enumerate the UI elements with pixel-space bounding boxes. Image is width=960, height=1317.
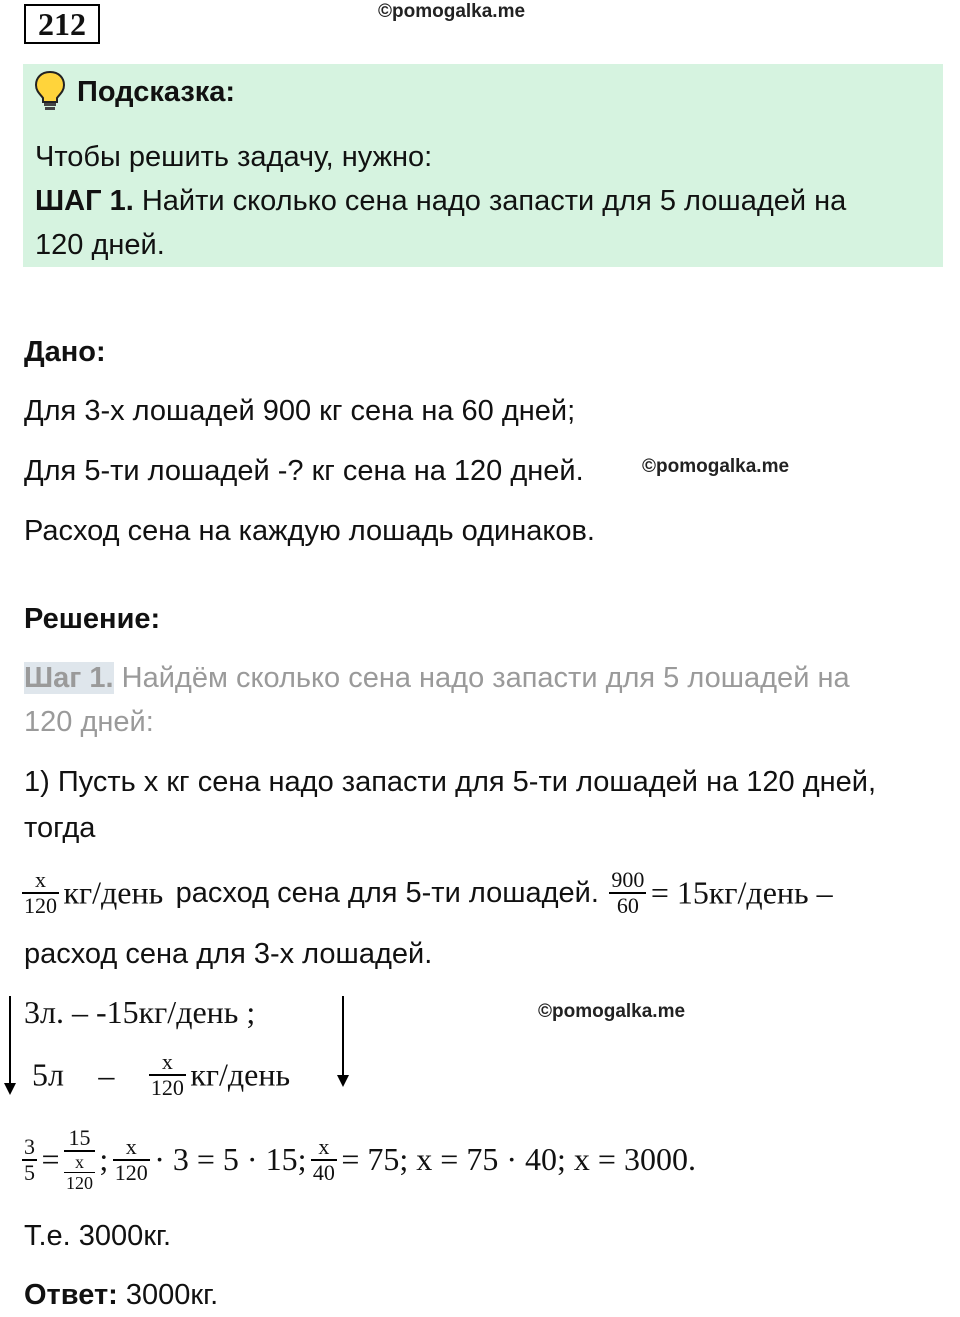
fraction-3-5: $\frac{3}{5}$ [24,1133,35,1185]
proportion-row-2: 5л – $\frac{x}{120}$ кг/день [32,1049,291,1100]
fraction-x-40: $\frac{x}{40}$ [312,1133,335,1185]
proportion-right-arrow [342,996,344,1076]
hint-step-label: ШАГ 1. [35,185,134,217]
given-title: Дано: [24,336,106,368]
equation-line: $\frac{3}{5}$ = $\frac{15}{\frac{x}{120}}$ ; $\frac{x}{120}$ · 3 = 5 · 15; $\frac{x}{40}$ = 75; x = 75 · 40; x = 3000. [24,1125,696,1193]
watermark-top: ©pomogalka.me [378,1,526,22]
hint-step-text-2: 120 дней. [35,229,165,261]
solution-title: Решение: [24,603,161,635]
hint-step-text: Найти сколько сена надо запасти для 5 лошадей на [141,185,847,217]
given-line-2: Для 5-ти лошадей -? кг сена на 120 дней. [24,455,584,487]
solution-step-label: Шаг 1. [24,662,114,694]
fraction-x-120-eq: $\frac{x}{120}$ [114,1133,148,1185]
arrow-down-icon [3,1082,17,1096]
watermark-bottom: ©pomogalka.me [538,1001,686,1022]
hint-title: Подсказка: [77,76,236,108]
result-line: Т.е. 3000кг. [24,1220,172,1252]
proportion-row-1: 3л. – -15кг/день ; [24,994,256,1030]
fraction-x-120-row2: $\frac{x}{120}$ [150,1049,184,1100]
arrow-down-icon [336,1074,350,1088]
answer-line [24,1273,218,1317]
proportion-left-arrow [9,996,11,1086]
watermark-mid: ©pomogalka.me [642,456,790,477]
fraction-15-over-x-120: $\frac{15}{\frac{x}{120}}$ [65,1125,93,1193]
fraction-900-60: $\frac{900}{60}$ [611,867,645,918]
fraction-x-120: $\frac{x}{120}$ [24,867,57,918]
lightbulb-icon [33,70,67,112]
given-line-3: Расход сена на каждую лошадь одинаков. [24,515,595,547]
rate-unit: кг/день [63,874,164,911]
rate-line [22,868,833,918]
given-line-1: Для 3-х лошадей 900 кг сена на 60 дней; [24,395,576,427]
rate-result: = 15кг/день – [650,874,833,911]
answer-label: Ответ: [24,1279,118,1311]
task-number: 212 [24,4,100,44]
answer-value: 3000кг. [125,1279,219,1311]
hint-line: Чтобы решить задачу, нужно: [35,141,433,173]
paragraph-1-line-2: тогда [24,812,96,844]
paragraph-1-line-1: 1) Пусть х кг сена надо запасти для 5-ти лошадей на 120 дней, [24,766,877,798]
hint-box [23,64,943,267]
paragraph-1-line-3: расход сена для 3-х лошадей. [24,938,433,970]
rate-text: расход сена для 5-ти лошадей. [175,877,599,909]
solution-step-text-2: 120 дней: [24,706,154,738]
solution-step-text: Найдём сколько сена надо запасти для 5 лошадей на [121,662,850,694]
solution-step [24,656,850,700]
hint-step [35,179,846,223]
